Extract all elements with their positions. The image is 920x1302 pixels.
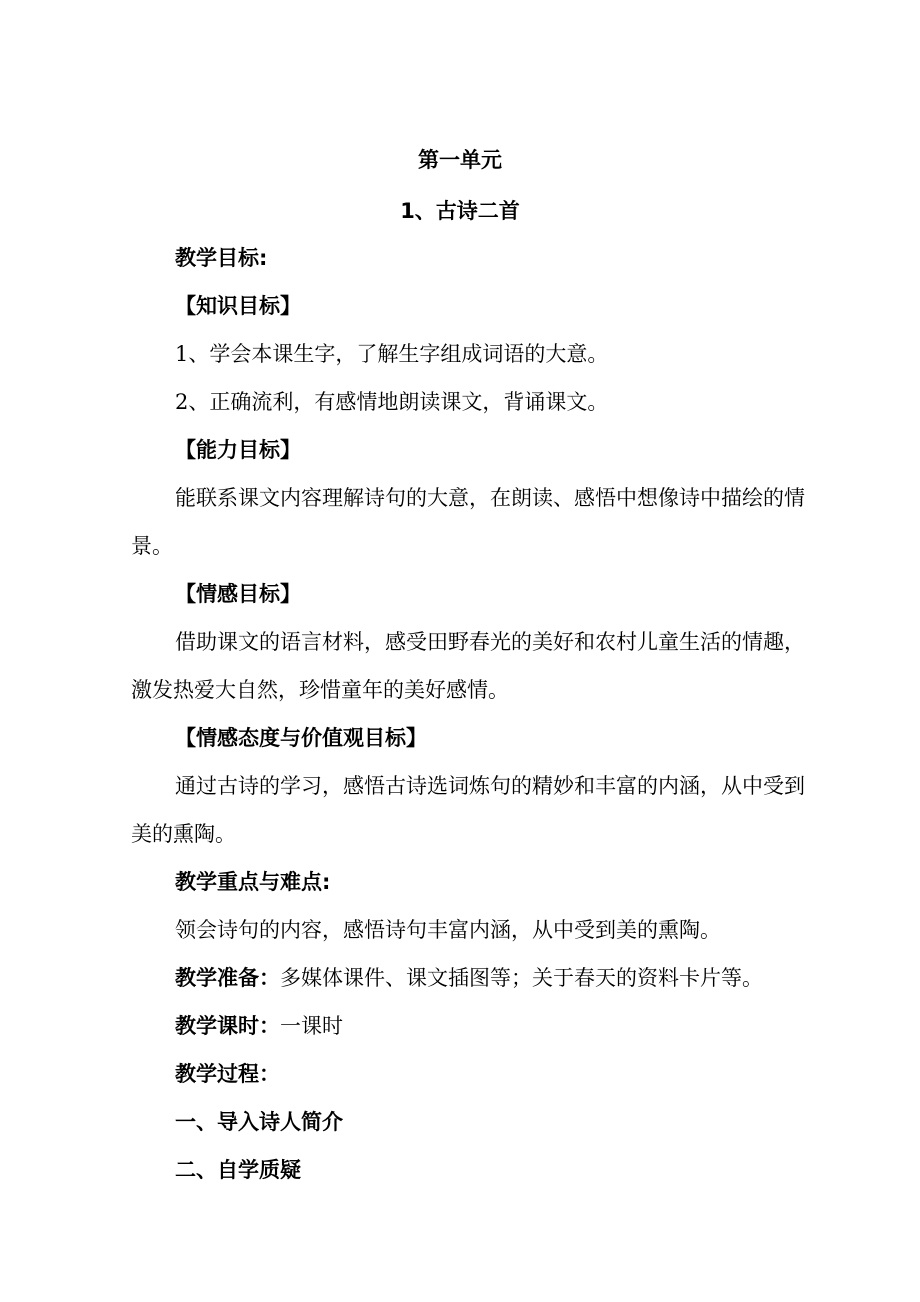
process-step-2: 二、自学质疑 <box>175 1158 301 1182</box>
knowledge-item-1: 1、学会本课生字，了解生字组成词语的大意。 <box>175 342 609 366</box>
preparation-text: 多媒体课件、课文插图等；关于春天的资料卡片等。 <box>280 966 763 990</box>
knowledge-heading: 【知识目标】 <box>175 294 301 318</box>
emotion-text-line1: 借助课文的语言材料，感受田野春光的美好和农村儿童生活的情趣， <box>175 630 805 654</box>
values-text-line2: 美的熏陶。 <box>131 822 236 846</box>
preparation-line <box>175 963 875 993</box>
ability-text-line1: 能联系课文内容理解诗句的大意，在朗读、感悟中想像诗中描绘的情 <box>175 486 805 510</box>
objectives-heading: 教学目标: <box>175 246 268 270</box>
preparation-label: 教学准备： <box>175 966 280 990</box>
process-step-1: 一、导入诗人简介 <box>175 1110 343 1134</box>
duration-label: 教学课时： <box>175 1014 280 1038</box>
key-points-heading: 教学重点与难点: <box>175 870 331 894</box>
emotion-heading: 【情感目标】 <box>175 582 301 606</box>
knowledge-item-2: 2、正确流利，有感情地朗读课文，背诵课文。 <box>175 390 609 414</box>
key-points-text: 领会诗句的内容，感悟诗句丰富内涵，从中受到美的熏陶。 <box>175 918 721 942</box>
duration-line <box>175 1011 875 1041</box>
values-heading: 【情感态度与价值观目标】 <box>175 726 427 750</box>
ability-text-line2: 景。 <box>131 534 173 558</box>
unit-title: 第一单元 <box>418 148 502 172</box>
values-text-line1: 通过古诗的学习，感悟古诗选词炼句的精妙和丰富的内涵，从中受到 <box>175 774 805 798</box>
duration-text: 一课时 <box>280 1014 343 1038</box>
emotion-text-line2: 激发热爱大自然，珍惜童年的美好感情。 <box>131 678 509 702</box>
ability-heading: 【能力目标】 <box>175 438 301 462</box>
lesson-title: 1、古诗二首 <box>400 199 520 223</box>
process-heading: 教学过程： <box>175 1062 280 1086</box>
